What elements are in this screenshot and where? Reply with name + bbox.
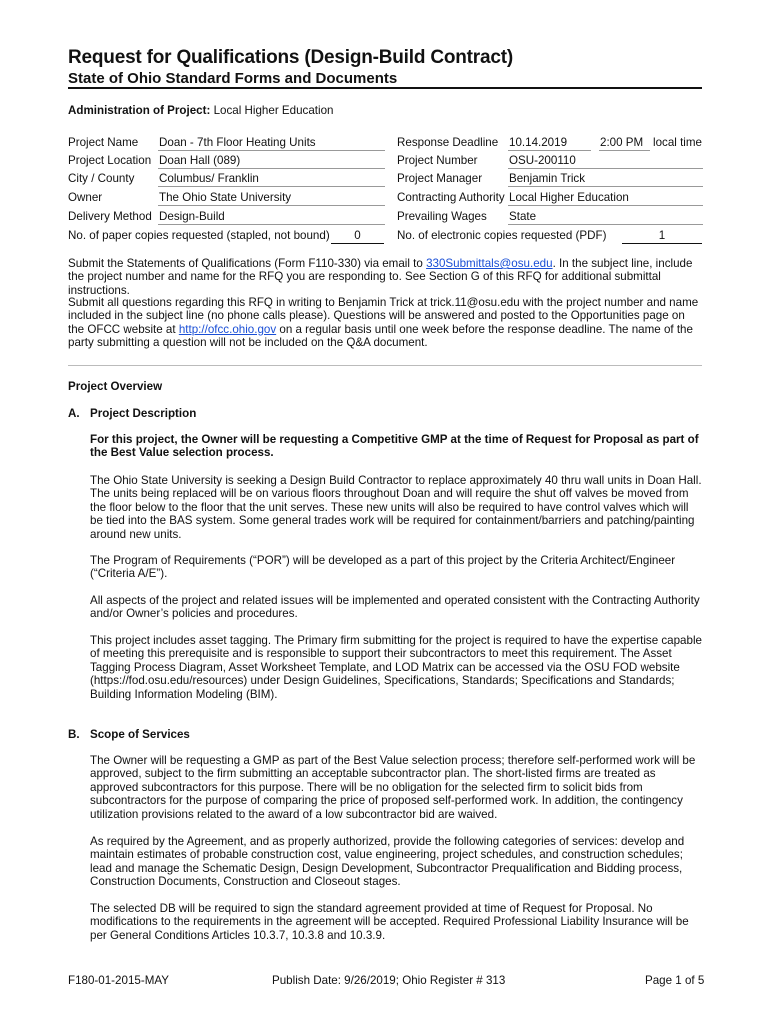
project-overview-heading: Project Overview: [68, 380, 163, 393]
ofcc-website-link[interactable]: http://ofcc.ohio.gov: [178, 322, 277, 336]
policies-paragraph: All aspects of the project and related issues will be implemented and operated consistent with the Contracting Authority and/or Owner’s policies and procedures.: [90, 594, 700, 621]
publish-date: Publish Date: 9/26/2019; Ohio Register # 313: [272, 974, 506, 987]
project-number-label: Project Number: [397, 154, 478, 167]
owner-label: Owner: [68, 191, 103, 204]
delivery-method-label: Delivery Method: [68, 210, 152, 223]
questions-text-start: Submit all questions regarding this RFQ in writing to Benjamin Trick at trick.11@osu.edu with the project number and name included in the subject line (no phone calls please). Questions will be answered and posted to the Opportunities page on the OFCC website at: [68, 296, 699, 336]
contracting-authority-label: Contracting Authority: [397, 191, 505, 204]
submission-text-end: . In the subject line, include the project number and name for the RFQ you are responding to. See Section G of this RFQ for additional submittal instructions.: [68, 257, 693, 297]
city-county-field[interactable]: Columbus/ Franklin: [158, 171, 385, 187]
paper-copies-label: No. of paper copies requested (stapled, not bound): [68, 229, 330, 242]
local-time-label: local time: [653, 136, 702, 149]
response-deadline-label: Response Deadline: [397, 136, 499, 149]
form-id: F180-01-2015-MAY: [68, 974, 169, 987]
project-location-field[interactable]: Doan Hall (089): [158, 153, 385, 169]
section-a-letter: A.: [68, 407, 80, 420]
section-b-letter: B.: [68, 728, 80, 741]
submission-instructions: [68, 257, 704, 297]
document-subtitle: State of Ohio Standard Forms and Documents: [68, 70, 398, 87]
administration-label: Administration of Project:: [68, 104, 211, 117]
project-manager-field[interactable]: Benjamin Trick: [508, 171, 703, 187]
page-number: Page 1 of 5: [645, 974, 705, 987]
project-name-label: Project Name: [68, 136, 139, 149]
project-description-paragraph: The Ohio State University is seeking a Design Build Contractor to replace approximately 40 thru wall units in Doan Hall. The units being replaced will be on various floors throughout Doan and will require the shut off valves be moved from the floor below to the floor that the unit serves. These new units will also be required to have control valves which will be tied into the BAS system. Some general trades work will be required for containment/barriers and patching/painting around new units.: [90, 474, 702, 541]
document-title: Request for Qualifications (Design-Build Contract): [68, 47, 513, 68]
electronic-copies-label: No. of electronic copies requested (PDF): [397, 229, 607, 242]
section-a-title: Project Description: [90, 407, 197, 420]
submission-text-start: Submit the Statements of Qualifications (Form F110-330) via email to: [68, 257, 427, 270]
questions-text-end: on a regular basis until one week before the response deadline. The name of the party submitting a question will not be included on the Q&A document.: [68, 322, 693, 350]
competitive-gmp-statement: For this project, the Owner will be requesting a Competitive GMP at the time of Request for Proposal as part of the Best Value selection process.: [90, 433, 699, 460]
owner-field[interactable]: The Ohio State University: [158, 190, 385, 206]
questions-instructions: [68, 296, 704, 350]
paper-copies-field[interactable]: 0: [331, 228, 384, 244]
standard-agreement-paragraph: The selected DB will be required to sign the standard agreement provided at time of Request for Proposal. No modifications to the requirements in the agreement will be accepted. Required Professional Liability Insurance will be per General Conditions Articles 10.3.7, 10.3.8 and 10.3.9.: [90, 902, 689, 942]
contracting-authority-field[interactable]: Local Higher Education: [508, 190, 703, 206]
section-divider: [68, 365, 702, 366]
asset-tagging-paragraph: This project includes asset tagging. The Primary firm submitting for the project is required to have the expertise capable of meeting this prerequisite and is responsible to support their subcontractors to meet this requirement. The Asset Tagging Process Diagram, Asset Worksheet Template, and LOD Matrix can be accessed via the OSU FOD website (https://fod.osu.edu/resources) under Design Guidelines, Specifications, Standards; Specifications and Standards; Building Information Modeling (BIM).: [90, 634, 702, 701]
city-county-label: City / County: [68, 172, 135, 185]
electronic-copies-field[interactable]: 1: [622, 228, 702, 244]
response-deadline-date-field[interactable]: 10.14.2019: [508, 135, 591, 151]
response-deadline-time-field[interactable]: 2:00 PM: [599, 135, 650, 151]
administration-line: [68, 104, 333, 117]
prevailing-wages-label: Prevailing Wages: [397, 210, 487, 223]
services-categories-paragraph: As required by the Agreement, and as properly authorized, provide the following categories of services: develop and maintain estimates of probable construction cost, value engineering, project schedules, and construction schedules; lead and manage the Schematic Design, Design Development, Subcontractor Prequalification and Bidding process, Construction Documents, Construction and Closeout stages.: [90, 835, 685, 889]
project-number-field[interactable]: OSU-200110: [508, 153, 703, 169]
prevailing-wages-field[interactable]: State: [508, 209, 703, 225]
project-location-label: Project Location: [68, 154, 152, 167]
administration-value: Local Higher Education: [213, 104, 334, 117]
delivery-method-field[interactable]: Design-Build: [158, 209, 385, 225]
project-manager-label: Project Manager: [397, 172, 483, 185]
por-paragraph: The Program of Requirements (“POR”) will be developed as a part of this project by the Criteria Architect/Engineer (“Criteria A/E”).: [90, 554, 676, 581]
project-name-field[interactable]: Doan - 7th Floor Heating Units: [158, 135, 385, 151]
submittals-email-link[interactable]: 330Submittals@osu.edu: [426, 257, 553, 270]
gmp-selection-paragraph: The Owner will be requesting a GMP as part of the Best Value selection process; therefore self-performed work will be approved, subject to the firm submitting an acceptable subcontractor plan. The short-listed firms are treated as approved subcontractors for this purpose. There will be no obligation for the selected firm to solicit bids from subcontractors for the purpose of comparing the price of proposed self-performed work. In addition, the contingency utilization provisions related to the award of a low subcontractor bid are waived.: [90, 754, 696, 821]
section-b-title: Scope of Services: [90, 728, 190, 741]
title-rule: [68, 87, 702, 89]
